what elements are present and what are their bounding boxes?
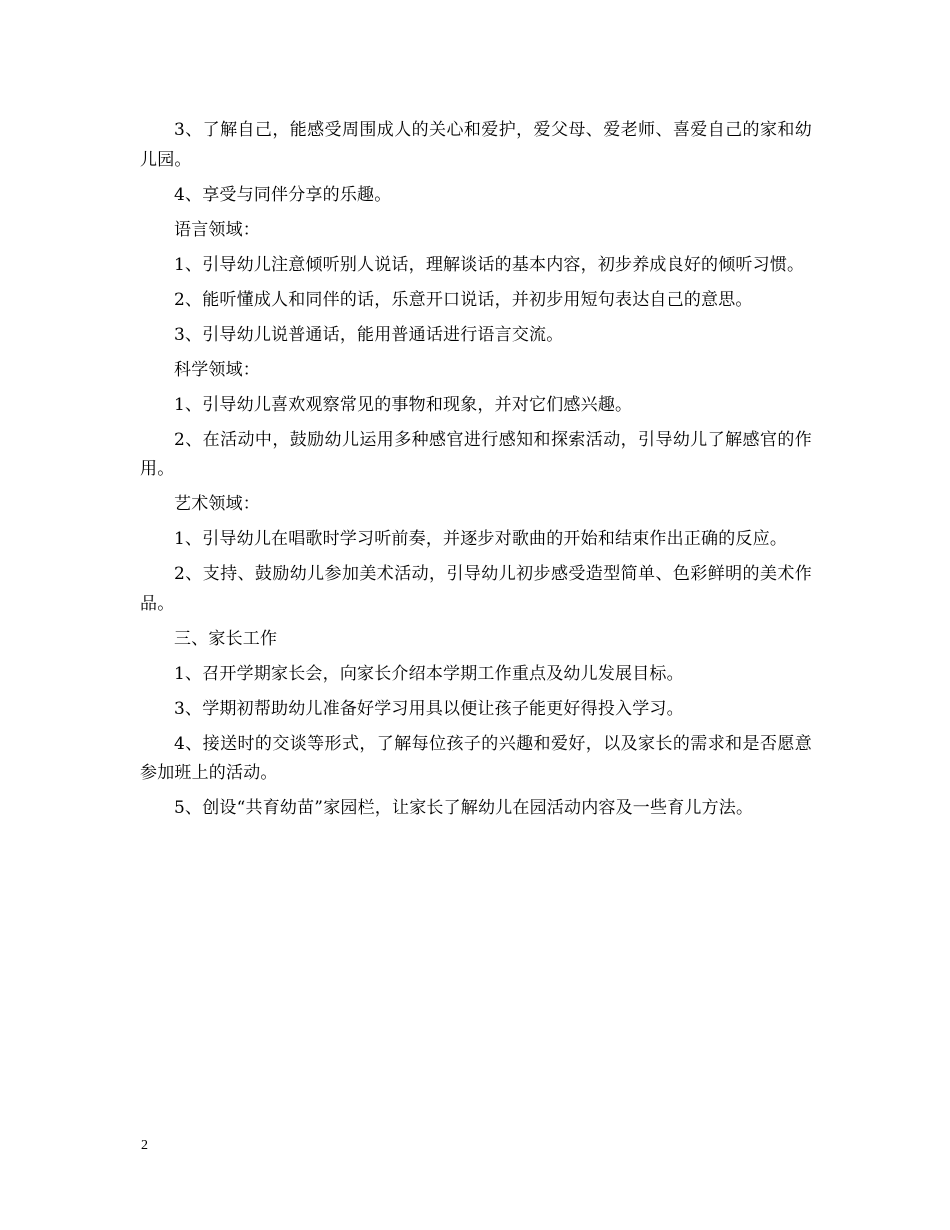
section-heading-language: 语言领域： [174,219,260,240]
document-body [140,116,812,829]
section-heading-art: 艺术领域： [174,494,260,514]
section-heading-parents-work: 三、家长工作 [174,628,278,649]
paragraph: 2、能听懂成人和同伴的话，乐意开口说话，并初步用短句表达自己的意思。 [174,289,753,310]
paragraph: 1、引导幼儿注意倾听别人说话，理解谈话的基本内容，初步养成良好的倾听习惯。 [174,254,805,275]
paragraph: 3、了解自己，能感受周围成人的关心和爱护，爱父母、爱老师、喜爱自己的家和幼儿园。 [140,120,812,170]
page-number: 2 [141,1138,148,1153]
paragraph: 5、创设“共育幼苗”家园栏，让家长了解幼儿在园活动内容及一些育儿方法。 [174,798,754,818]
paragraph: 2、支持、鼓励幼儿参加美术活动，引导幼儿初步感受造型简单、色彩鲜明的美术作品。 [140,564,812,614]
paragraph: 3、学期初帮助幼儿准备好学习用具以便让孩子能更好得投入学习。 [174,698,684,719]
paragraph: 4、享受与同伴分享的乐趣。 [174,184,392,205]
paragraph: 3、引导幼儿说普通话，能用普通话进行语言交流。 [174,324,564,345]
paragraph: 2、在活动中，鼓励幼儿运用多种感官进行感知和探索活动，引导幼儿了解感官的作用。 [140,429,812,479]
paragraph: 4、接送时的交谈等形式，了解每位孩子的兴趣和爱好，以及家长的需求和是否愿意参加班上的活动。 [140,733,812,783]
paragraph: 1、引导幼儿喜欢观察常见的事物和现象，并对它们感兴趣。 [174,394,633,415]
paragraph: 1、引导幼儿在唱歌时学习听前奏，并逐步对歌曲的开始和结束作出正确的反应。 [174,529,788,549]
section-heading-science: 科学领域： [174,359,260,380]
paragraph: 1、召开学期家长会，向家长介绍本学期工作重点及幼儿发展目标。 [174,663,684,684]
